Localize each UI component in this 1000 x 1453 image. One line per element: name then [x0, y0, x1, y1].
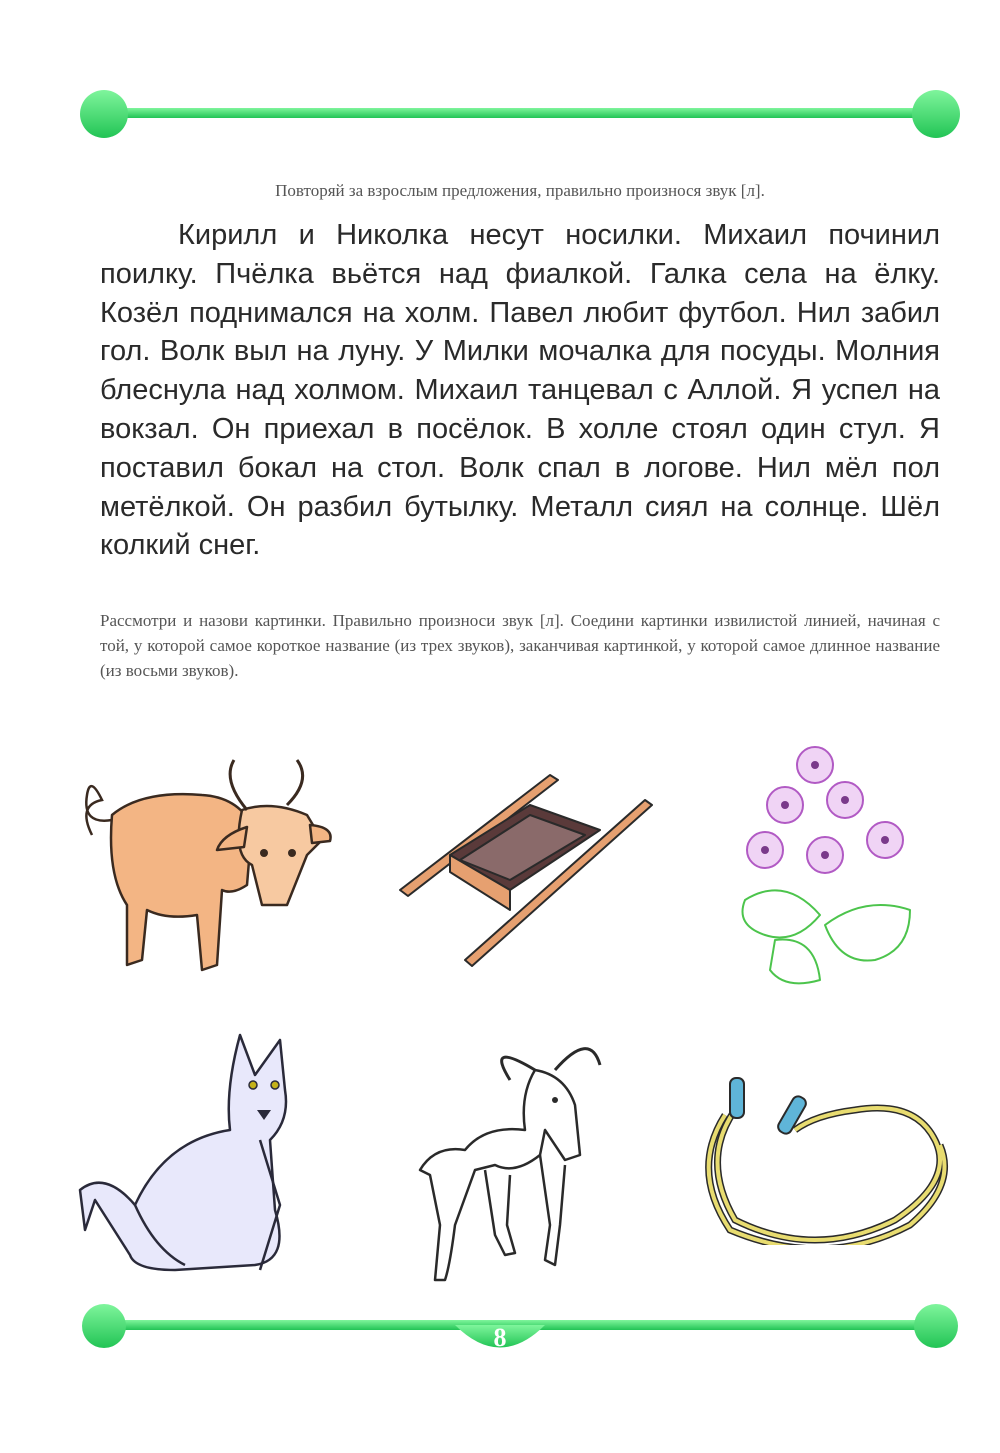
- instruction-repeat-sentences: Повторяй за взрослым предложения, правильно произнося звук [л].: [275, 181, 765, 200]
- page-number: 8: [493, 1323, 507, 1352]
- stretcher-icon[interactable]: [390, 760, 655, 975]
- ox-icon[interactable]: [72, 755, 342, 990]
- violet-flower-icon[interactable]: [725, 735, 920, 995]
- jump-rope-icon[interactable]: [695, 1070, 955, 1245]
- sentences-text: Кирилл и Николка несут носилки. Михаил починил поилку. Пчёлка вьётся над фиалкой. Галка села на ёлку. Козёл поднимался на холм. Павел любит футбол. Нил забил гол. Волк выл на луну. У Милки мочалка для посуды. Молния блеснула над холмом. Михаил танцевал с Аллой. Я успел на вокзал. Он приехал в посёлок. В холле стоял один стул. Я поставил бокал на стол. Волк спал в логове. Нил мёл пол метёлкой. Он разбил бутылку. Металл сиял на солнце. Шёл колкий снег.: [100, 219, 940, 562]
- wolf-icon[interactable]: [75, 1030, 315, 1280]
- top-decorative-bar: [0, 85, 1000, 145]
- goat-icon[interactable]: [415, 1025, 615, 1290]
- instruction-connect-pictures: Рассмотри и назови картинки. Правильно произноси звук [л]. Соедини картинки извилистой линией, начиная с той, у которой самое короткое название (из трех звуков), заканчивая картинкой, у которой самое длинное название (из восьми звуков).: [100, 611, 940, 680]
